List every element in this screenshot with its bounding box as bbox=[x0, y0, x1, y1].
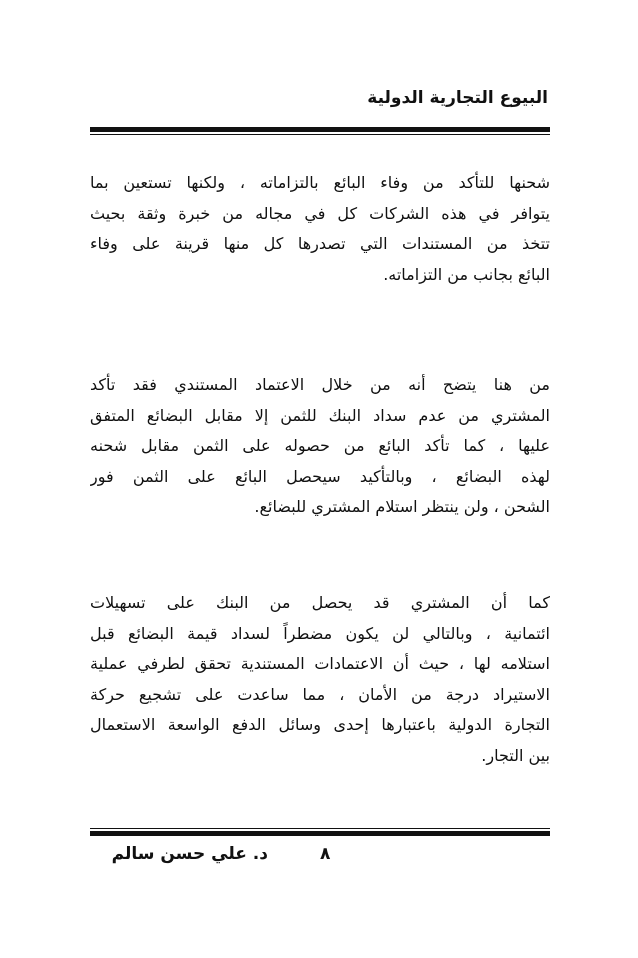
paragraph-1 bbox=[90, 168, 550, 290]
paragraph-2 bbox=[90, 370, 550, 523]
text-line: استلامه لها ، حيث أن الاعتمادات المستندية تحقق لطرفي عملية bbox=[90, 654, 550, 673]
text-line: لهذه البضائع ، وبالتأكيد سيحصل البائع على الثمن فور bbox=[90, 466, 550, 486]
text-line: كما أن المشتري قد يحصل من البنك على تسهيلات bbox=[90, 593, 550, 612]
footer-rule-thin bbox=[90, 828, 550, 829]
text-line: الشحن ، ولن ينتظر استلام المشتري للبضائع. bbox=[254, 497, 550, 516]
author-name: د. علي حسن سالم bbox=[111, 844, 268, 864]
text-line: ائتمانية ، وبالتالي لن يكون مضطراً لسداد قيمة البضائع قبل bbox=[90, 623, 550, 643]
text-line: التجارة الدولية باعتبارها إحدى وسائل الدفع الواسعة الاستعمال bbox=[90, 715, 550, 734]
text-line: عليها ، كما تأكد البائع من حصوله على الثمن مقابل شحنه bbox=[90, 436, 550, 455]
text-line: تتخذ من المستندات التي تصدرها كل منها قرينة على وفاء bbox=[90, 234, 550, 253]
text-line: البائع بجانب من التزاماته. bbox=[383, 264, 550, 284]
header-rule-thick bbox=[90, 127, 550, 132]
header-rule-thin bbox=[90, 134, 550, 135]
text-line: الاستيراد درجة من الأمان ، مما ساعدت على تشجيع حركة bbox=[90, 684, 550, 704]
footer-rule-thick bbox=[90, 831, 550, 836]
text-line: شحنها للتأكد من وفاء البائع بالتزاماته ، ولكنها تستعين بما bbox=[90, 173, 550, 192]
text-line: يتوافر في هذه الشركات كل في مجاله من خبرة وثقة بحيث bbox=[90, 203, 550, 223]
text-line: المشتري من عدم سداد البنك للثمن إلا مقابل البضائع المتفق bbox=[90, 405, 550, 425]
text-line: من هنا يتضح أنه من خلال الاعتماد المستندي فقد تأكد bbox=[90, 375, 550, 394]
paragraph-3 bbox=[90, 588, 550, 771]
page-number: ٨ bbox=[320, 844, 331, 864]
running-header-title: البيوع التجارية الدولية bbox=[367, 88, 548, 108]
text-line: بين التجار. bbox=[481, 745, 550, 765]
